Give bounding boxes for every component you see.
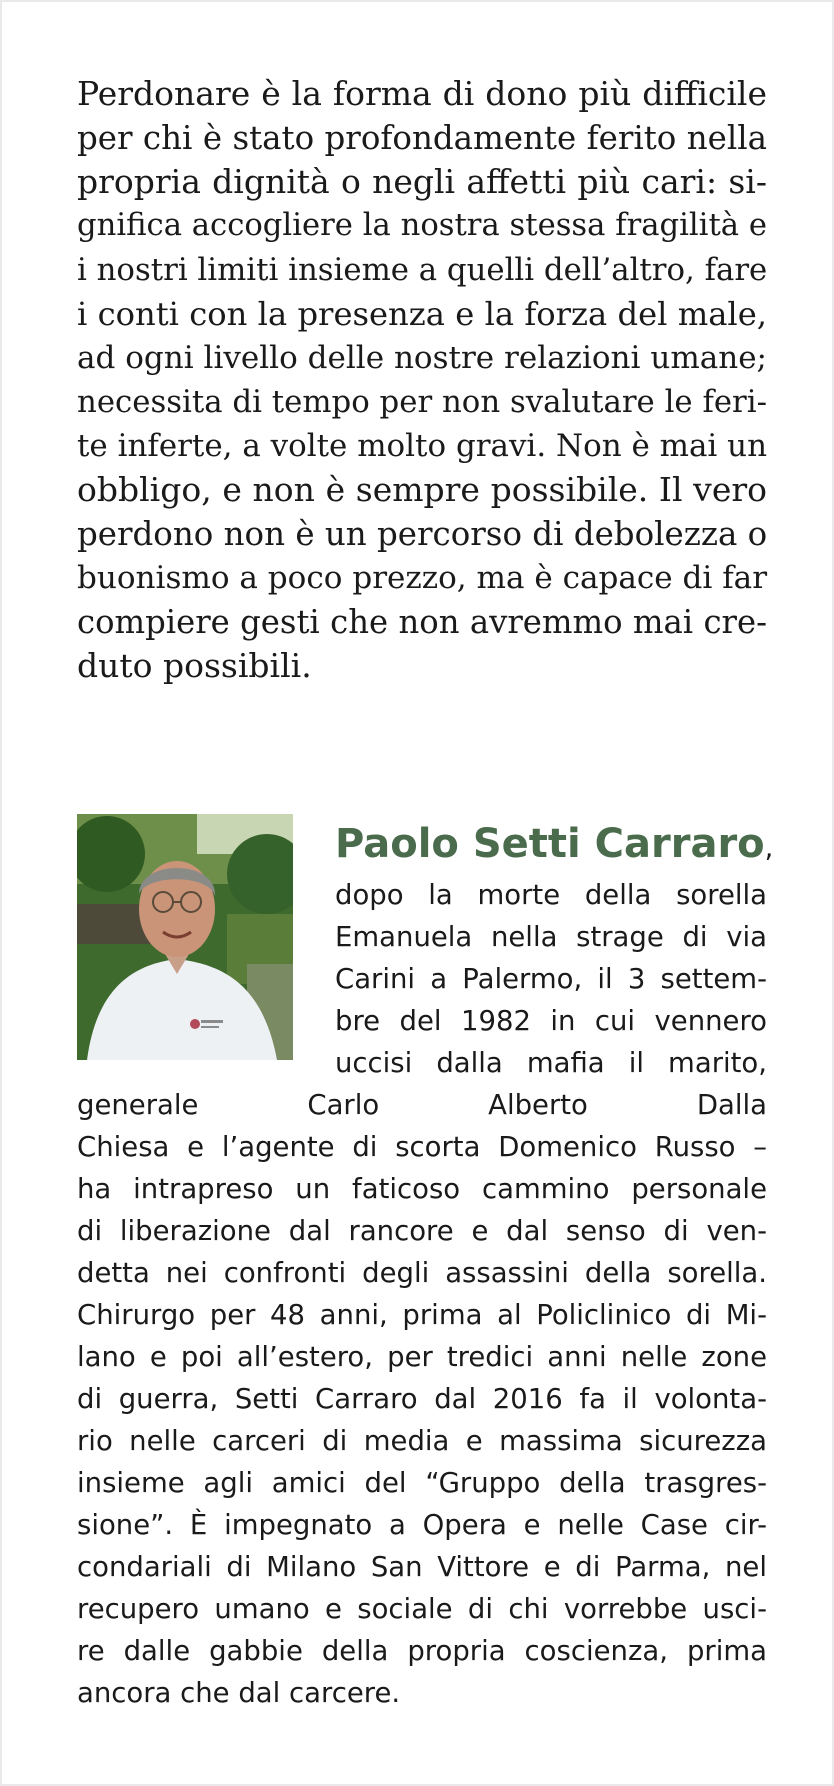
- bio-line: Emanuela nella strage di via: [335, 921, 767, 953]
- bio-line: condariali di Milano San Vittore e di Parma, nel: [77, 1551, 767, 1583]
- bio-line: lano e poi all’estero, per tredici anni nelle zone: [77, 1341, 767, 1373]
- bio-line: di liberazione dal rancore e dal senso di ven-: [77, 1215, 767, 1247]
- quote-line: propria dignità o negli affetti più cari: si-: [77, 162, 767, 201]
- bio-line: Carini a Palermo, il 3 settem-: [335, 963, 767, 995]
- bio-line: recupero umano e sociale di chi vorrebbe usci-: [77, 1593, 767, 1625]
- quote-line: gnifica accogliere la nostra stessa fragilità e: [77, 208, 767, 243]
- quote-line: buonismo a poco prezzo, ma è capace di far: [77, 560, 768, 596]
- bio-line: ancora che dal carcere.: [77, 1677, 401, 1709]
- bio-line: di guerra, Setti Carraro dal 2016 fa il volonta-: [77, 1383, 767, 1415]
- quote-line: necessita di tempo per non svalutare le feri-: [77, 384, 767, 420]
- bio-line: uccisi dalla mafia il marito,: [335, 1047, 767, 1079]
- quote-line: per chi è stato profondamente ferito nella: [77, 119, 767, 157]
- bio-line: Chirurgo per 48 anni, prima al Policlinico di Mi-: [77, 1299, 767, 1331]
- quote-line: Perdonare è la forma di dono più difficile: [77, 74, 767, 113]
- bio-line: bre del 1982 in cui vennero: [335, 1005, 767, 1037]
- quote-line: i nostri limiti insieme a quelli dell’altro, fare: [77, 252, 768, 288]
- quote-line: compiere gesti che non avremmo mai cre-: [77, 603, 767, 641]
- bio-line: Chiesa e l’agente di scorta Domenico Russo –: [77, 1131, 767, 1163]
- quote-line: te inferte, a volte molto gravi. Non è mai un: [77, 428, 767, 464]
- bio-line: detta nei confronti degli assassini della sorella.: [77, 1257, 767, 1289]
- bio-line: sione”. È impegnato a Opera e nelle Case cir-: [77, 1509, 767, 1541]
- quote-paragraph: [77, 72, 767, 688]
- bio-line: insieme agli amici del “Gruppo della trasgres-: [77, 1467, 767, 1499]
- bio-line: ha intrapreso un faticoso cammino personale: [77, 1173, 767, 1205]
- bio-line: rio nelle carceri di media e massima sicurezza: [77, 1425, 767, 1457]
- bio-line: re dalle gabbie della propria coscienza, prima: [77, 1635, 767, 1667]
- quote-line: obbligo, e non è sempre possibile. Il vero: [77, 470, 767, 509]
- author-name: Paolo Setti Carraro: [335, 821, 765, 867]
- author-bio: [77, 814, 774, 1714]
- quote-line: perdono non è un percorso di debolezza o: [77, 515, 768, 553]
- quote-line: ad ogni livello delle nostre relazioni umane;: [77, 340, 767, 376]
- book-page: [2, 2, 832, 1784]
- bio-line: generale Carlo Alberto Dalla: [77, 1089, 767, 1121]
- author-photo: [77, 814, 293, 1060]
- author-name-comma: ,: [764, 833, 774, 864]
- quote-line: duto possibili.: [77, 646, 312, 685]
- quote-line: i conti con la presenza e la forza del male,: [77, 295, 767, 333]
- bio-line: dopo la morte della sorella: [335, 879, 767, 911]
